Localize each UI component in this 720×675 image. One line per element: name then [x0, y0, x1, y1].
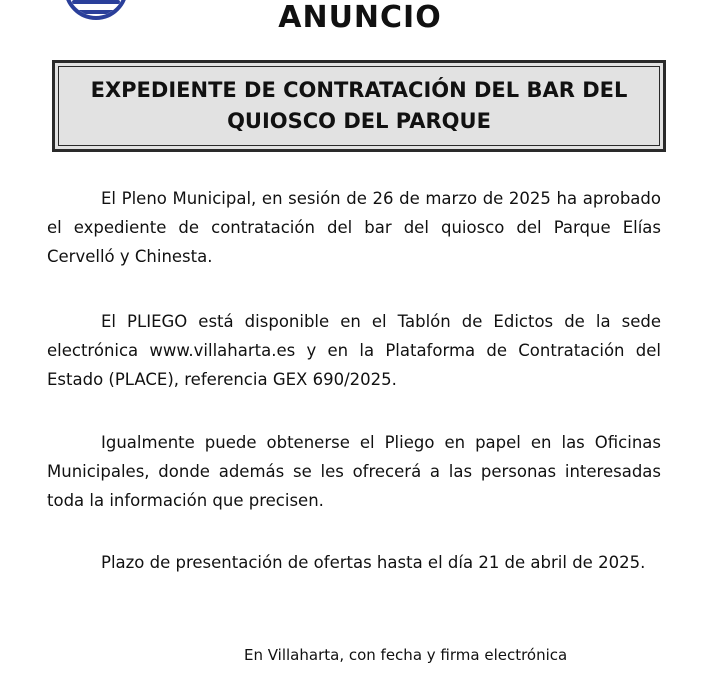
heading-box-text: EXPEDIENTE DE CONTRATACIÓN DEL BAR DEL QUIOSCO DEL PARQUE [90, 78, 628, 133]
paragraph-paper-copy: Igualmente puede obtenerse el Pliego en papel en las Oficinas Municipales, donde además se les ofrecerá a las personas interesadas toda la información que precisen. [47, 433, 661, 510]
paragraph-approval: El Pleno Municipal, en sesión de 26 de marzo de 2025 ha aprobado el expediente de contratación del bar del quiosco del Parque Elías Cervelló y Chinesta. [47, 189, 661, 266]
signature-line: En Villaharta, con fecha y firma electrónica [244, 646, 568, 664]
document-title: ANUNCIO [278, 0, 442, 35]
heading-box [52, 60, 666, 152]
paragraph-pliego: El PLIEGO está disponible en el Tablón de Edictos de la sede electrónica www.villaharta.es y en la Plataforma de Contratación del Estado (PLACE), referencia GEX 690/2025. [47, 312, 661, 389]
paragraph-deadline: Plazo de presentación de ofertas hasta el día 21 de abril de 2025. [101, 553, 646, 572]
